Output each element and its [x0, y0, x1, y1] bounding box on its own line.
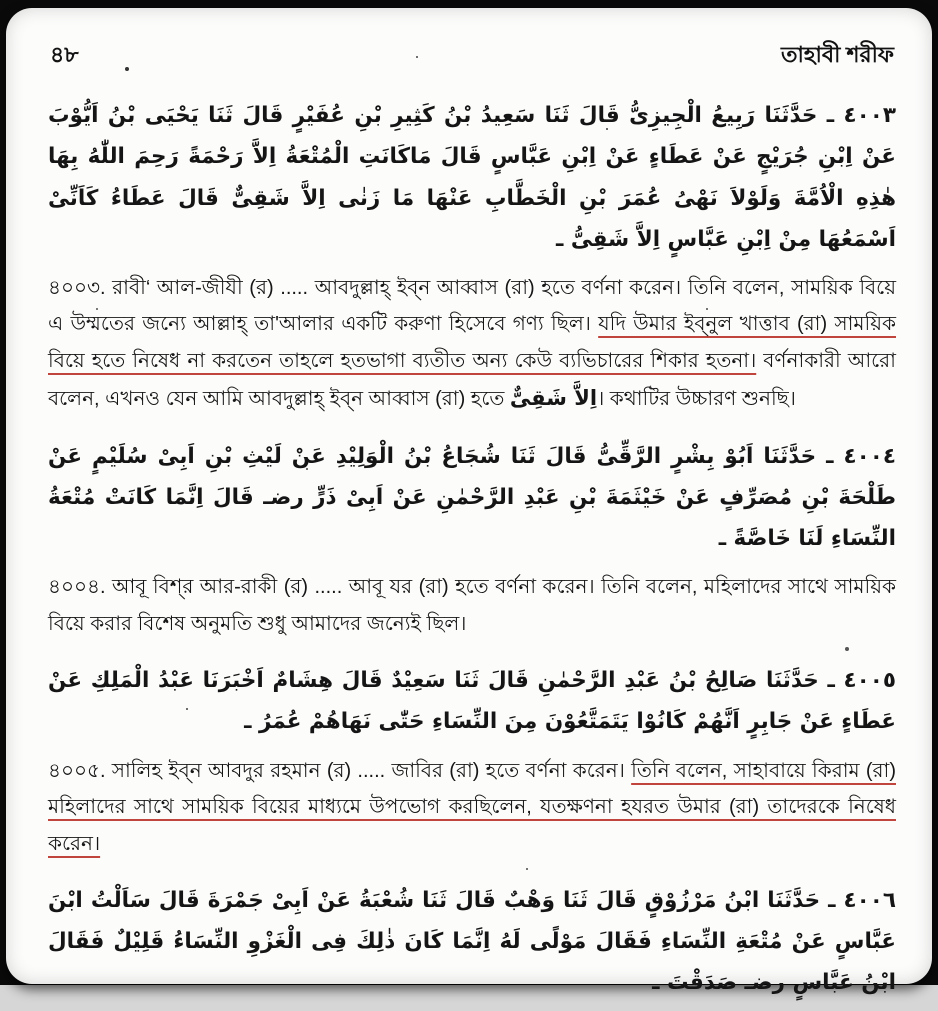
hadith-4005-bangla-translation — [48, 753, 896, 862]
hadith-4003-bangla-post: । কথাটির উচ্চারণ শুনছি। — [597, 388, 796, 411]
book-page — [6, 8, 932, 996]
hadith-4003-arabic-text: ٤٠٠٣ ـ حَدَّثَنَا رَبِيعُ الْجِيزِىُّ قَالَ ثَنَا سَعِيدُ بْنُ كَثِيرِ بْنِ عُفَيْرٍ قَالَ ثَنَا يَحْيَى بْنُ اَيُّوْبَ عَنْ اِبْنِ جُرَيْجٍ عَنْ عَطَاءٍ عَنْ اِبْنِ عَبَّاسٍ قَالَ مَاكَانَتِ الْمُتْعَةُ اِلاَّ رَحْمَةً رَحِمَ اللّٰهُ بِهَا هٰذِهِ الْاُمَّةَ وَلَوْلاَ نَهْىُ عُمَرَ بْنِ الْخَطَّابِ عَنْهَا مَا زَنٰى اِلاَّ شَقِىٌّ قَالَ عَطَاءُ كَاَنِّىْ اَسْمَعُهَا مِنْ اِبْنِ عَبَّاسٍ اِلاَّ شَقِىُّ ـ — [48, 103, 896, 252]
hadith-4004-arabic-text: ٤٠٠٤ ـ حَدَّثَنَا اَبُوْ بِشْرٍ الرَّقِّىُّ قَالَ ثَنَا شُجَاعُ بْنُ الْوَلِيْدِ عَنْ لَيْثِ بْنِ اَبِىْ سُلَيْمٍ عَنْ طَلْحَةَ بْنِ مُصَرِّفٍ عَنْ خَيْثَمَةَ بْنِ عَبْدِ الرَّحْمٰنِ عَنْ اَبِىْ ذَرٍّ رضـ قَالَ اِنَّمَا كَانَتْ مُتْعَةُ النِّسَاءِ لَنَا خَاصَّةً ـ — [48, 443, 896, 552]
hadith-4004-bangla-text: ৪০০৪. আবূ বিশ্‌র আর-রাকী (র) ..... আবূ যর (রা) হতে বর্ণনা করেন। তিনি বলেন, মহিলাদের সাথে সাময়িক বিয়ে করার বিশেষ অনুমতি শুধু আমাদের জন্যেই ছিল। — [48, 576, 896, 635]
hadith-4003-bangla-underlined: যদি উমার ইব্‌নুল খাত্তাব (রা) সাময়িক বিয়ে হতে নিষেধ না করতেন তাহলে হতভাগা ব্যতীত অন্য কেউ ব্যভিচারের শিকার হতনা। — [48, 313, 897, 372]
hadith-4003-bangla-translation — [48, 270, 896, 418]
hadith-4005-arabic-text: ٤٠٠٥ ـ حَدَّثَنَا صَالِحُ بْنُ عَبْدِ الرَّحْمٰنِ قَالَ ثَنَا سَعِيْدٌ قَالَ هِشَامٌ اَخْبَرَنَا عَبْدُ الْمَلِكِ عَنْ عَطَاءٍ عَنْ جَابِرٍ اَنَّهُمْ كَانُوْا يَتَمَتَّعُوْنَ مِنَ النِّسَاءِ حَتّٰى نَهَاهُمْ عُمَرُ ـ — [48, 668, 896, 735]
scan-noise — [6, 8, 8, 10]
book-title: তাহাবী শরীফ — [781, 42, 894, 67]
page-header — [50, 38, 894, 75]
hadith-4003-bangla-pre: ৪০০৩. রাবী‘ আল-জীযী (র) ..... আবদুল্লাহ্ ইব্‌ন আব্বাস (রা) হতে বর্ণনা করেন। তিনি বলেন, সাময়িক বিয়ে এ উম্মতের জন্যে আল্লাহ্ তা'আলার একটি করুণা হিসেবে গণ্য ছিল। — [48, 277, 896, 336]
hadith-4003-bangla-mid: বর্ণনাকারী আরো বলেন, এখনও যেন আমি আবদুল্লাহ্ ইব্‌ন আব্বাস (রা) হতে — [48, 349, 896, 411]
hadith-4003-inline-arabic-phrase: اِلاَّ شَقِىٌّ — [509, 386, 598, 411]
hadith-4005-bangla-pre: ৪০০৫. সালিহ ইব্‌ন আবদুর রহমান (র) ..... জাবির (রা) হতে বর্ণনা করেন। — [48, 759, 632, 782]
hadith-4004-bangla-translation — [48, 569, 896, 642]
page-number: ৪৮ — [50, 42, 79, 67]
hadith-4006-arabic-text: ٤٠٠٦ ـ حَدَّثَنَا ابْنُ مَرْزُوْقٍ قَالَ ثَنَا وَهْبٌ قَالَ ثَنَا شُعْبَةُ عَنْ اَبِىْ جَمْرَةَ قَالَ سَاَلْتُ ابْنَ عَبَّاسٍ عَنْ مُتْعَةِ النِّسَاءِ فَقَالَ مَوْلًى لَهُ اِنَّمَا كَانَ ذٰلِكَ فِى الْغَزْوِ النِّسَاءُ قَلِيْلٌ فَقَالَ ابْنُ عَبَّاسٍ رضـ صَدَقْتَ ـ — [48, 887, 896, 996]
hadith-4005-bangla-underlined: তিনি বলেন, সাহাবায়ে কিরাম (রা) মহিলাদের সাথে সাময়িক বিয়ের মাধ্যমে উপভোগ করছিলেন, যতক্ষণনা হযরত উমার (রা) তাদেরকে নিষেধ করেন। — [48, 759, 896, 855]
